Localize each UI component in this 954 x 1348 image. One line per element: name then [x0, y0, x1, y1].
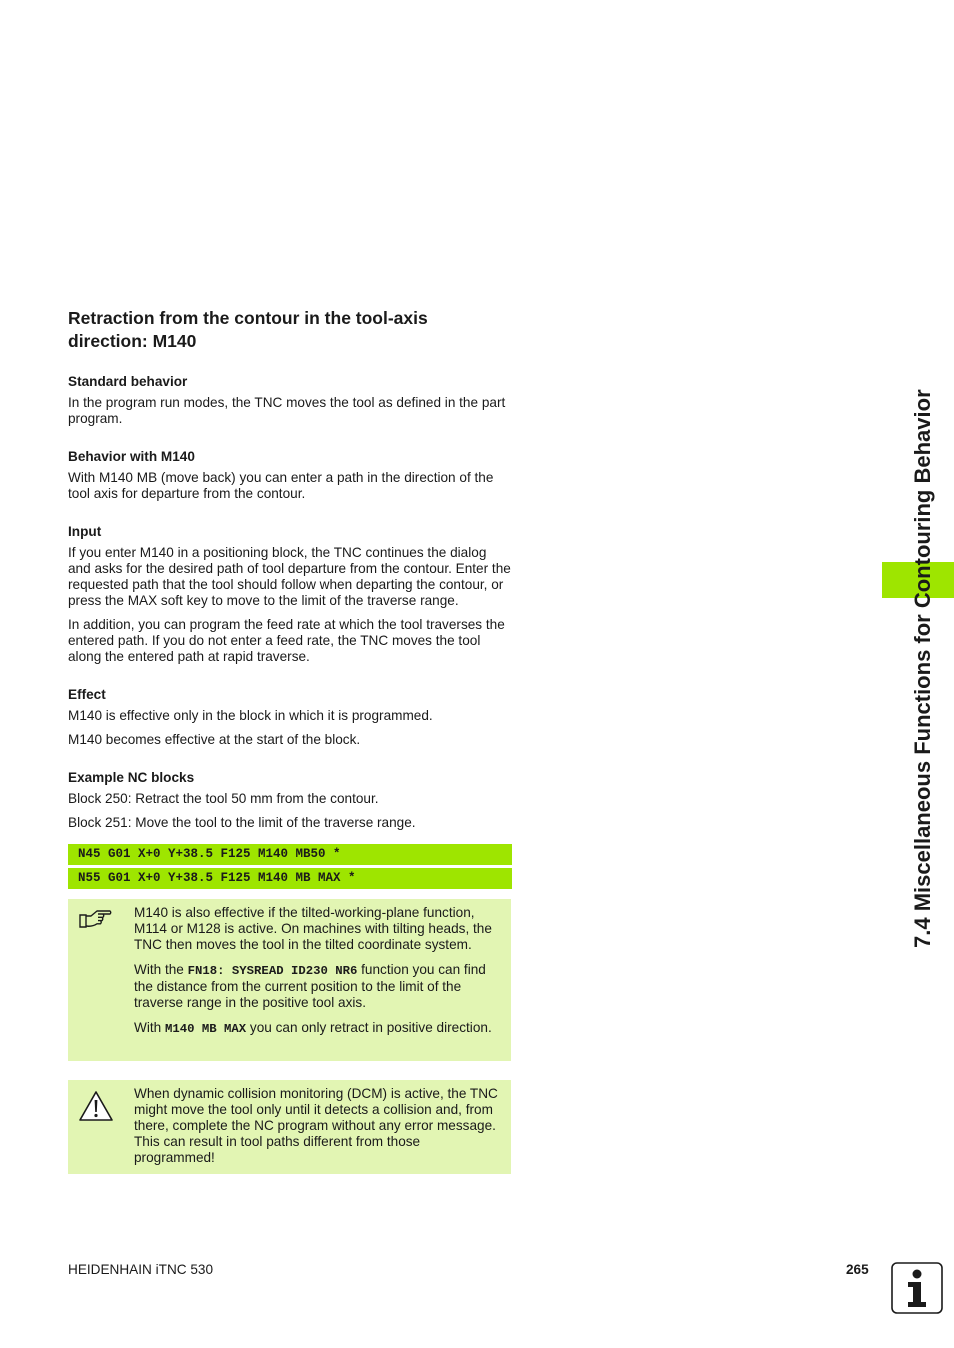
example-text-2: Block 251: Move the tool to the limit of the traverse range.: [68, 815, 416, 830]
behavior-m140-text: With M140 MB (move back) you can enter a path in the direction of the tool axis for departure from the contour.: [68, 470, 494, 501]
note-paragraph-2: [134, 962, 503, 1011]
footer-product: HEIDENHAIN iTNC 530: [68, 1262, 214, 1277]
effect-text-2: M140 becomes effective at the start of the block.: [68, 732, 361, 747]
m140-max-code: M140 MB MAX: [164, 1022, 247, 1036]
effect-text-1: M140 is effective only in the block in which it is programmed.: [68, 708, 433, 723]
note-box: [68, 899, 511, 1061]
nc-block-line: N55 G01 X+0 Y+38.5 F125 M140 MB MAX *: [68, 868, 512, 889]
example-section: [68, 770, 512, 831]
example-text-1: Block 250: Retract the tool 50 mm from the contour.: [68, 791, 379, 806]
warning-text: When dynamic collision monitoring (DCM) is active, the TNC might move the tool only until it detects a collision and, from there, complete the NC program without any error message. This can result in tool paths different from those programmed!: [134, 1086, 498, 1165]
note-text: [134, 905, 503, 1046]
pointing-hand-icon: [78, 907, 112, 931]
effect-heading: Effect: [68, 687, 106, 702]
input-section: [68, 524, 512, 665]
warning-triangle-icon: [78, 1090, 114, 1122]
sysread-code: FN18: SYSREAD ID230 NR6: [187, 964, 358, 978]
input-text-2: In addition, you can program the feed rate at which the tool traverses the entered path. If you do not enter a feed rate, the TNC moves the tool along the entered path at rapid traverse.: [68, 617, 505, 664]
behavior-m140-section: [68, 449, 512, 502]
note-paragraph-3: [134, 1020, 503, 1037]
page-number: 265: [846, 1262, 869, 1277]
chapter-side-title: 7.4 Miscellaneous Functions for Contouring Behavior: [910, 389, 935, 948]
note-paragraph-2-pre: With the: [134, 962, 188, 977]
example-heading: Example NC blocks: [68, 770, 195, 785]
note-paragraph-3-pre: With: [134, 1020, 165, 1035]
main-content: [68, 307, 512, 892]
input-text-1: If you enter M140 in a positioning block, the TNC continues the dialog and asks for the desired path of tool departure from the contour. Enter the requested path that the tool should follow when departing the contour, or press the MAX soft key to move to the limit of the traverse range.: [68, 545, 511, 608]
info-icon: [891, 1262, 943, 1314]
warning-box: [68, 1080, 511, 1174]
standard-behavior-section: [68, 374, 512, 427]
standard-behavior-heading: Standard behavior: [68, 374, 188, 389]
note-paragraph-3-post: you can only retract in positive direction.: [246, 1020, 492, 1035]
effect-section: [68, 687, 512, 748]
nc-block-line: N45 G01 X+0 Y+38.5 F125 M140 MB50 *: [68, 844, 512, 865]
note-paragraph-1: M140 is also effective if the tilted-working-plane function, M114 or M128 is active. On machines with tilting heads, the TNC then moves the tool in the tilted coordinate system.: [134, 905, 492, 952]
standard-behavior-text: In the program run modes, the TNC moves the tool as defined in the part program.: [68, 395, 506, 426]
input-heading: Input: [68, 524, 102, 539]
section-title: Retraction from the contour in the tool-axis direction: M140: [68, 308, 428, 351]
note-paragraph-2-post: function you can find the distance from the current position to the limit of the traverse range in the positive tool axis.: [134, 962, 486, 1010]
behavior-m140-heading: Behavior with M140: [68, 449, 195, 464]
